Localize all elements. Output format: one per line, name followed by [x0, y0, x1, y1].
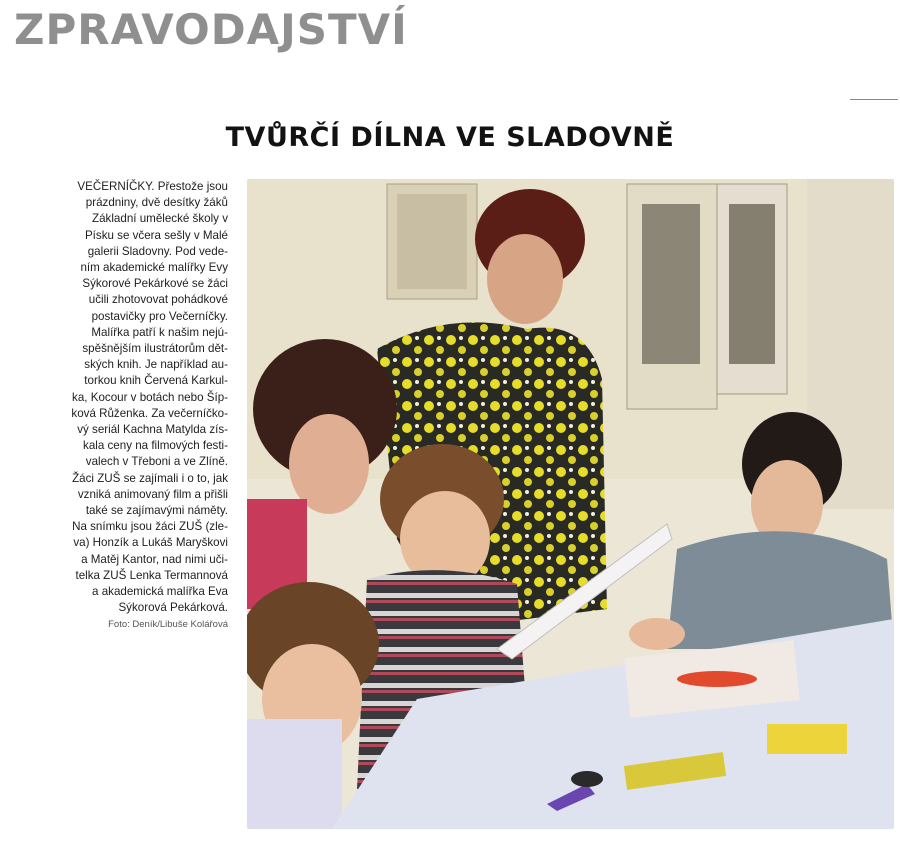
article-line: VEČERNÍČKY. Přestože jsou: [77, 180, 228, 193]
article-line: Sýkorové Pekárkové se žáci: [82, 277, 228, 291]
article-line: telka ZUŠ Lenka Termannová: [75, 568, 228, 582]
article-line: Žáci ZUŠ se zajímali i o to, jak: [72, 471, 228, 485]
article-line: Písku se včera sešly v Malé: [84, 228, 228, 242]
article-text: [36, 179, 228, 634]
workshop-photo-illustration: [247, 179, 894, 829]
article-line: Základní umělecké školy v: [92, 212, 228, 226]
article-line: Sýkorová Pekárková.: [118, 601, 228, 615]
article-line: a akademická malířka Eva: [92, 585, 228, 599]
article-line: kala ceny na filmových festi-: [83, 439, 228, 453]
article-line: ková Růženka. Za večerníčko-: [71, 406, 228, 420]
divider: [850, 99, 898, 100]
article-line: ka, Kocour v botách nebo Šíp-: [72, 390, 228, 404]
article-line: Na snímku jsou žáci ZUŠ (zle-: [72, 520, 228, 534]
article-line: torkou knih Červená Karkul-: [84, 374, 228, 388]
article-line: a Matěj Kantor, nad nimi uči-: [81, 552, 228, 566]
photo-credit: Foto: Deník/Libuše Kolářová: [108, 619, 228, 631]
article-line: ním akademické malířky Evy: [80, 261, 228, 275]
article-line: učili zhotovovat pohádkové: [88, 293, 228, 307]
article-line: Malířka patří k našim nejú-: [91, 325, 228, 339]
article-line: ských knih. Je například au-: [84, 358, 228, 372]
article-line: prázdniny, dvě desítky žáků: [85, 196, 228, 210]
article-line: také se zajímavými náměty.: [85, 504, 228, 518]
article-line: vý seriál Kachna Matylda zís-: [77, 423, 228, 437]
article-line: galerii Sladovny. Pod vede-: [87, 244, 228, 258]
article-headline: TVŮRČÍ DÍLNA VE SLADOVNĚ: [225, 122, 675, 153]
article-line: spěšnějším ilustrátorům dět-: [82, 342, 228, 356]
article-line: valech v Třeboni a ve Zlíně.: [85, 455, 228, 469]
article-line: postavičky pro Večerníčky.: [91, 309, 228, 323]
article-photo: [247, 179, 894, 829]
section-title: ZPRAVODAJSTVÍ: [14, 5, 408, 54]
article-line: vzniká animovaný film a přišli: [77, 487, 228, 501]
article-line: va) Honzík a Lukáš Maryškovi: [73, 536, 228, 550]
